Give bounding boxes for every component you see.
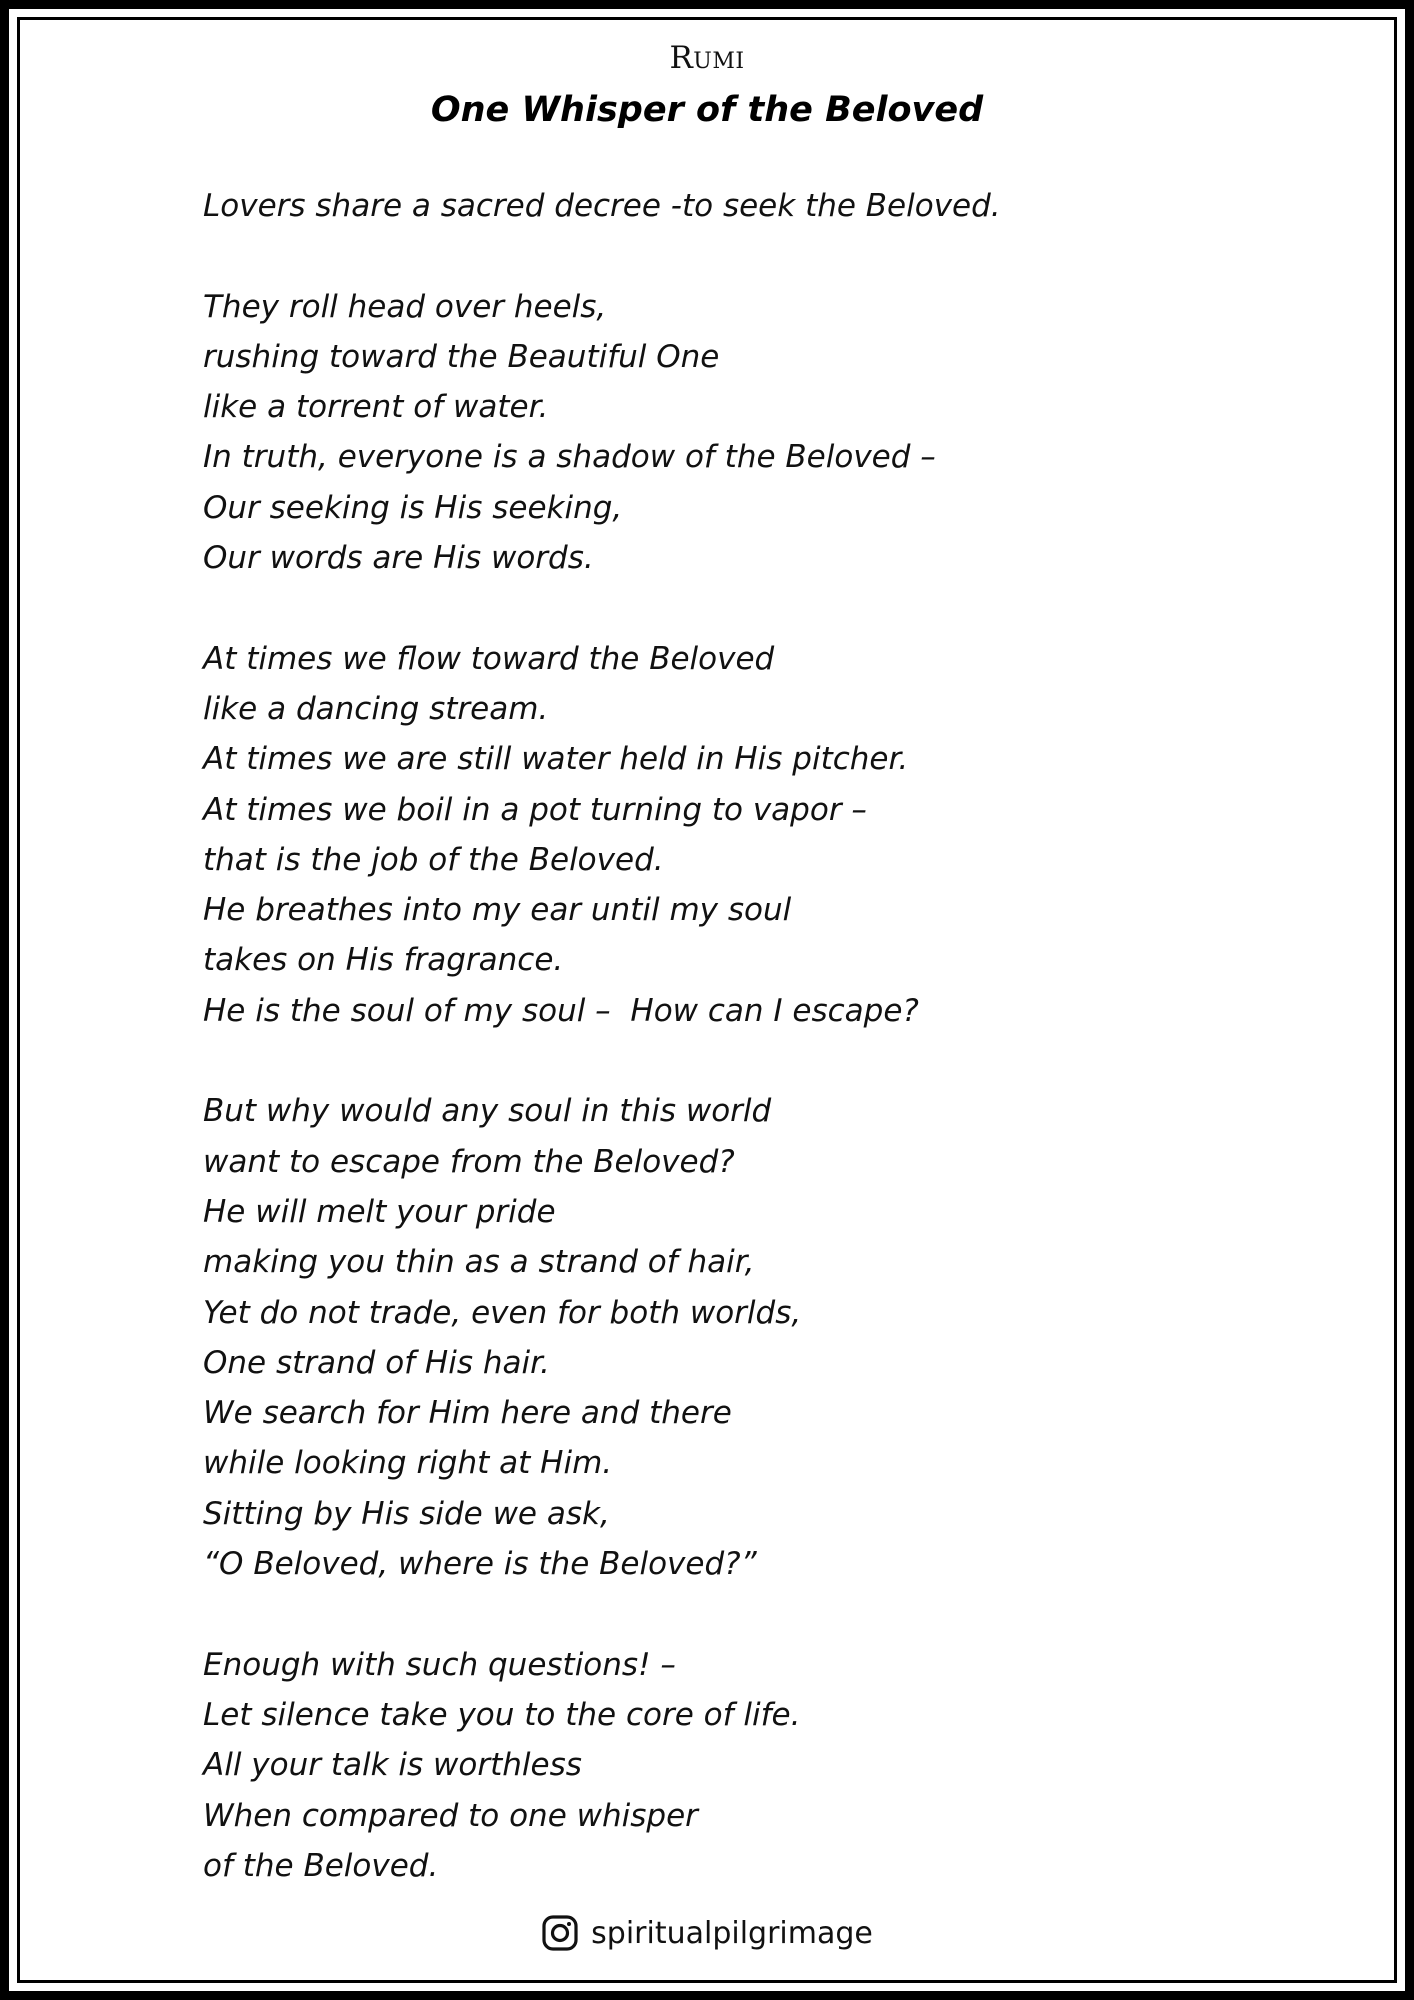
poem-line: At times we flow toward the Beloved xyxy=(203,640,775,677)
poem-line: Enough with such questions! – xyxy=(203,1646,676,1683)
poem-line: of the Beloved. xyxy=(203,1847,439,1884)
poem-line: Our words are His words. xyxy=(203,540,594,577)
poem-title: One Whisper of the Beloved xyxy=(430,90,984,130)
stanza-break xyxy=(203,583,1303,633)
poem-line: Let silence take you to the core of life. xyxy=(203,1696,801,1733)
poem-line: At times we are still water held in His pitcher. xyxy=(203,741,909,778)
poem-line: He is the soul of my soul – How can I escape? xyxy=(203,992,919,1029)
poem-line: that is the job of the Beloved. xyxy=(203,841,664,878)
poem-line: One strand of His hair. xyxy=(203,1344,550,1381)
poem-line: Lovers share a sacred decree -to seek the Beloved. xyxy=(203,188,1001,224)
stanza-break xyxy=(203,1589,1303,1639)
poem-line: while looking right at Him. xyxy=(203,1445,613,1482)
poem-line: In truth, everyone is a shadow of the Beloved – xyxy=(203,439,936,476)
poem-line: making you thin as a strand of hair, xyxy=(203,1244,755,1281)
poem-line: rushing toward the Beautiful One xyxy=(203,338,720,375)
social-footer xyxy=(0,1914,1414,1952)
poem-body xyxy=(203,181,1303,1891)
poem-line: All your talk is worthless xyxy=(203,1747,582,1784)
poem-line: They roll head over heels, xyxy=(203,288,607,325)
poem-line: He breathes into my ear until my soul xyxy=(203,892,792,929)
instagram-icon xyxy=(541,1914,579,1952)
stanza-break xyxy=(203,1036,1303,1086)
poem-line: “O Beloved, where is the Beloved?” xyxy=(203,1546,757,1583)
poem-line: But why would any soul in this world xyxy=(203,1093,772,1130)
poem-line: like a dancing stream. xyxy=(203,690,549,727)
poem-line: want to escape from the Beloved? xyxy=(203,1143,735,1180)
poem-line: When compared to one whisper xyxy=(203,1797,698,1834)
poem-line: Sitting by His side we ask, xyxy=(203,1495,610,1532)
poem-line: Yet do not trade, even for both worlds, xyxy=(203,1294,802,1331)
stanza-break xyxy=(203,231,1303,281)
poem-line: At times we boil in a pot turning to vapor – xyxy=(203,791,867,828)
instagram-handle: spiritualpilgrimage xyxy=(591,1915,873,1951)
author-name: Rumi xyxy=(669,40,745,76)
poem-line: like a torrent of water. xyxy=(203,389,549,426)
poem-line: Our seeking is His seeking, xyxy=(203,489,623,526)
poem-line: We search for Him here and there xyxy=(203,1395,732,1432)
poem-line: takes on His fragrance. xyxy=(203,942,564,979)
poem-line: He will melt your pride xyxy=(203,1193,556,1230)
